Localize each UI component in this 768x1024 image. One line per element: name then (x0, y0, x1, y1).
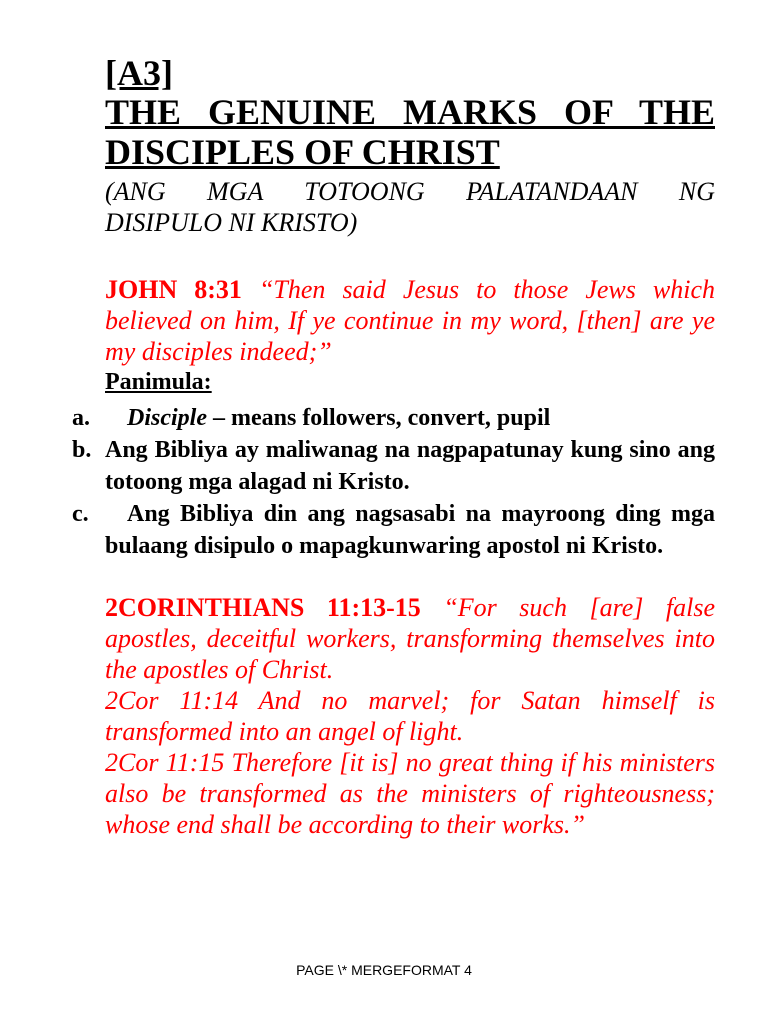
subtitle-line-2: DISIPULO NI KRISTO) (105, 208, 358, 237)
verse-reference: JOHN 8:31 (105, 275, 242, 304)
page-subtitle (105, 176, 715, 238)
verse-reference: 2CORINTHIANS 11:13-15 (105, 593, 421, 622)
verse-text: “Then said Jesus to those Jews which believed on him, If ye continue in my word, [then] are ye my disciples indeed;” (105, 275, 715, 366)
verse-corinthians (105, 592, 715, 840)
list-marker: a. (72, 405, 90, 431)
page-footer: PAGE \* MERGEFORMAT 4 (296, 962, 472, 978)
list-item (72, 402, 715, 434)
subtitle-line-1: (ANG MGA TOTOONG PALATANDAAN NG (105, 177, 715, 206)
list-marker: c. (72, 501, 89, 527)
verse-john (105, 274, 715, 367)
section-code: [A3] (105, 53, 173, 93)
list-item (72, 498, 715, 562)
list-item (72, 434, 715, 498)
intro-list (72, 402, 715, 562)
list-item-text: Ang Bibliya din ang nagsasabi na mayroong ding mga bulaang disipulo o mapagkunwaring apostol ni Kristo. (105, 501, 715, 559)
list-item-text (105, 402, 715, 434)
term-disciple: Disciple (127, 405, 207, 431)
list-marker: b. (72, 437, 92, 463)
term-definition: – means followers, convert, pupil (206, 405, 551, 431)
verse-paragraph: 2Cor 11:14 And no marvel; for Satan himself is transformed into an angel of light. (105, 686, 715, 746)
verse-text: “For such [are] false apostles, deceitful workers, transforming themselves into the apostles of Christ. (105, 593, 716, 684)
page-title: THE GENUINE MARKS OF THE DISCIPLES OF CHRIST (105, 92, 715, 172)
verse-paragraph (105, 592, 715, 685)
header-block (105, 54, 715, 397)
verse-paragraph: 2Cor 11:15 Therefore [it is] no great thing if his ministers also be transformed as the ministers of righteousness; whose end shall be according to their works.” (105, 748, 715, 839)
intro-heading: Panimula: (105, 369, 212, 395)
list-item-text: Ang Bibliya ay maliwanag na nagpapatunay kung sino ang totoong mga alagad ni Kristo. (105, 437, 715, 495)
